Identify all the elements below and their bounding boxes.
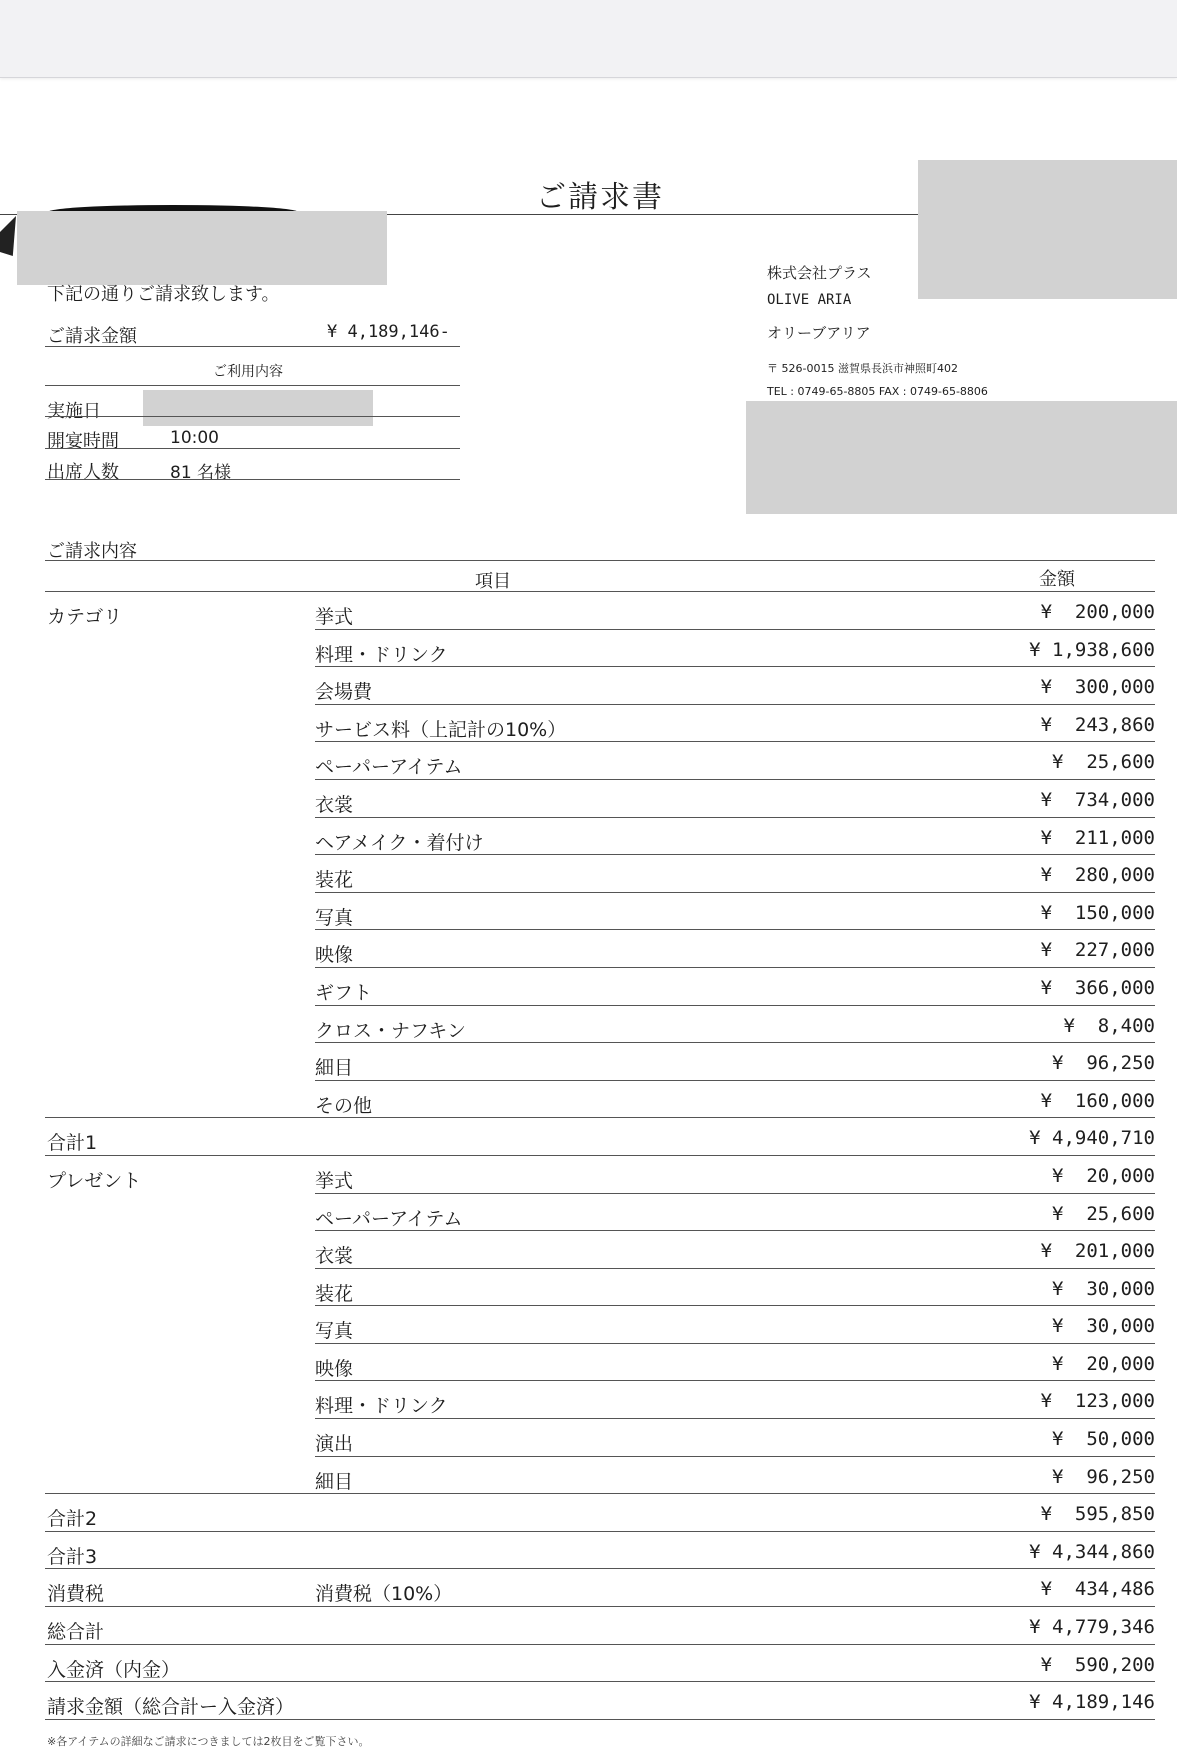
table-row [45,1269,1155,1307]
row-item: 細目 [315,1057,354,1080]
table-row [45,1156,1155,1194]
date-label: 実施日 [47,401,101,422]
row-item: 細目 [315,1470,354,1493]
table-row [45,780,1155,818]
table-row [45,592,1155,630]
row-label: 合計1 [47,1132,98,1155]
row-item: 挙式 [315,606,354,628]
table-row [45,1231,1155,1269]
redacted-seal [918,160,1177,299]
row-item: 映像 [315,944,354,967]
table-row [45,893,1155,931]
table-row [45,930,1155,968]
amount-value: ¥ 4,189,146- [327,322,450,342]
row-amount: ¥ 123,000 [1040,1390,1155,1413]
row-item: 料理・ドリンク [315,1395,448,1418]
row-amount: ¥ 150,000 [1040,901,1155,924]
row-label: カテゴリ [47,606,123,628]
table-row [45,667,1155,705]
row-item: 装花 [315,869,354,892]
row-amount: ¥ 243,860 [1040,713,1155,736]
header-item: 項目 [475,571,511,592]
row-label: 合計3 [47,1545,98,1568]
row-amount: ¥ 160,000 [1040,1089,1155,1112]
company-address: 〒 526-0015 滋賀県長浜市神照町402 [767,362,958,375]
table-row [45,705,1155,743]
row-item: クロス・ナフキン [315,1019,467,1042]
row-amount: ¥ 4,344,860 [1029,1540,1155,1563]
row-amount: ¥ 227,000 [1040,939,1155,962]
redacted-date [143,390,373,426]
billing-section-title: ご請求内容 [47,541,137,562]
table-row [45,1494,1155,1532]
redacted-company-info [746,401,1177,514]
row-amount: ¥ 20,000 [1052,1352,1155,1375]
row-amount: ¥ 30,000 [1052,1277,1155,1300]
usage-rule [45,385,460,386]
row-amount: ¥ 590,200 [1040,1653,1155,1676]
guests-label: 出席人数 [47,462,119,483]
redacted-mark-left [0,216,16,256]
row-item: ペーパーアイテム [315,1207,463,1230]
row-amount: ¥ 96,250 [1052,1465,1155,1488]
row-amount: ¥ 25,600 [1052,1202,1155,1225]
row-amount: ¥ 8,400 [1063,1014,1155,1037]
time-rule [45,448,460,449]
row-item: その他 [315,1094,373,1117]
table-row [45,1118,1155,1156]
redacted-recipient [17,211,387,285]
amount-label: ご請求金額 [47,326,137,347]
company-name-jp: 株式会社プラス [767,264,872,282]
row-item: 会場費 [315,681,373,704]
table-row [45,1682,1155,1720]
table-row [45,1419,1155,1457]
table-row [45,1457,1155,1495]
row-label: 合計2 [47,1508,98,1531]
row-item: 写真 [315,906,354,929]
intro-text: 下記の通りご請求致します。 [47,284,280,305]
table-row [45,855,1155,893]
header-amount: 金額 [1039,569,1075,590]
row-amount: ¥ 30,000 [1052,1315,1155,1338]
row-amount: ¥ 4,940,710 [1029,1127,1155,1150]
row-amount: ¥ 200,000 [1040,601,1155,623]
row-amount: ¥ 280,000 [1040,864,1155,887]
row-item: 装花 [315,1282,354,1305]
row-amount: ¥ 300,000 [1040,676,1155,699]
row-amount: ¥ 50,000 [1052,1428,1155,1451]
amount-rule [45,346,460,347]
row-amount: ¥ 201,000 [1040,1240,1155,1263]
row-amount: ¥ 211,000 [1040,826,1155,849]
table-header [45,560,1155,592]
row-item: ギフト [315,981,373,1004]
row-amount: ¥ 734,000 [1040,788,1155,811]
table-row [45,1569,1155,1607]
table-row [45,630,1155,668]
row-label: 入金済（内金） [47,1658,181,1681]
table-row [45,1532,1155,1570]
row-label: プレゼント [47,1169,142,1192]
usage-heading: ご利用内容 [213,364,283,380]
row-amount: ¥ 4,779,346 [1029,1616,1155,1639]
row-label: 請求金額（総合計ー入金済） [47,1696,295,1719]
row-item: 映像 [315,1357,354,1380]
time-label: 開宴時間 [47,431,119,452]
row-item: 挙式 [315,1169,354,1192]
table-row [45,1607,1155,1645]
row-amount: ¥ 1,938,600 [1029,638,1155,661]
company-name-en: OLIVE ARIA [767,292,852,308]
table-row [45,968,1155,1006]
row-item: サービス料（上記計の10%） [315,718,567,741]
browser-top-bar [0,0,1177,78]
table-row [45,1081,1155,1119]
row-amount: ¥ 96,250 [1052,1052,1155,1075]
table-row [45,1344,1155,1382]
row-item: 消費税（10%） [315,1583,453,1606]
table-row [45,742,1155,780]
table-row [45,1381,1155,1419]
row-label: 消費税 [47,1583,105,1606]
row-item: 演出 [315,1433,354,1456]
time-value: 10:00 [170,428,219,448]
row-item: 写真 [315,1320,354,1343]
row-item: ヘアメイク・着付け [315,831,484,854]
guests-rule [45,479,460,480]
row-amount: ¥ 434,486 [1040,1578,1155,1601]
date-rule [45,416,460,417]
row-item: 衣裳 [315,793,354,816]
row-amount: ¥ 366,000 [1040,976,1155,999]
row-item: 料理・ドリンク [315,643,448,666]
row-amount: ¥ 4,189,146 [1029,1691,1155,1714]
row-amount: ¥ 20,000 [1052,1164,1155,1187]
row-item: ペーパーアイテム [315,756,463,779]
table-row [45,1645,1155,1683]
row-label: 総合計 [47,1621,105,1644]
table-body [45,592,1155,1720]
row-amount: ¥ 595,850 [1040,1503,1155,1526]
venue-name: オリーブアリア [767,324,871,342]
row-amount: ¥ 25,600 [1052,751,1155,774]
row-rule [45,1719,1155,1720]
table-row [45,1006,1155,1044]
table-row [45,818,1155,856]
table-row [45,1194,1155,1232]
row-item: 衣裳 [315,1245,354,1268]
footnote: ※各アイテムの詳細なご請求につきましては2枚目をご覧下さい。 [47,1735,370,1748]
guests-value: 81 名様 [170,463,232,483]
company-contact: TEL : 0749-65-8805 FAX : 0749-65-8806 [767,385,988,398]
billing-table [45,560,1155,1720]
table-row [45,1043,1155,1081]
table-row [45,1306,1155,1344]
invoice-title: ご請求書 [536,180,664,215]
